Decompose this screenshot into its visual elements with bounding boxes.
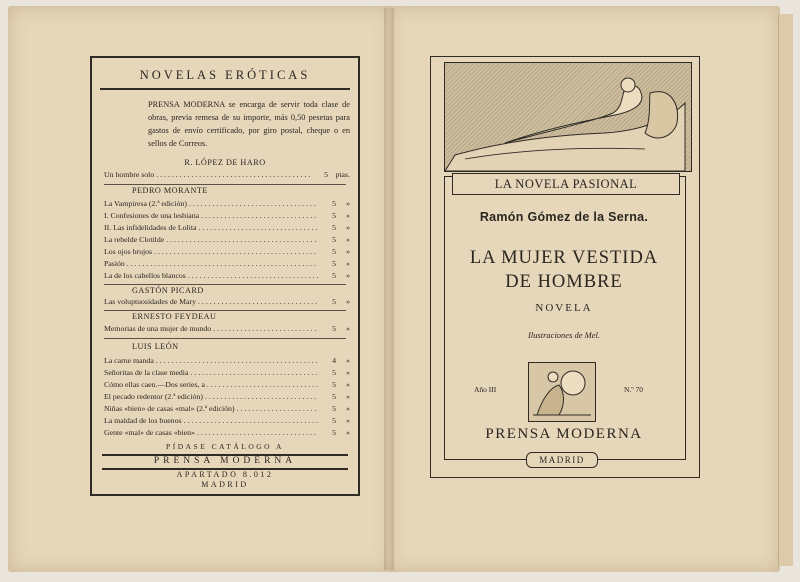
book-title: La maldad de los buenos	[104, 416, 182, 425]
issue-number: N.º 70	[624, 385, 643, 394]
book-title: Los ojos brujos	[104, 247, 153, 256]
price-unit: »	[346, 223, 350, 232]
catalog-intro: PRENSA MODERNA se encarga de servir toda clase de obras, previa remesa de su importe, más 0,50 pesetas para gastos de envío certificado, por giro postal, cheque o en sellos de Correos.	[148, 100, 350, 148]
book-gutter	[384, 8, 394, 570]
book-row	[104, 270, 350, 282]
book-row	[104, 367, 350, 379]
cover-title	[446, 246, 682, 294]
price-unit: »	[346, 259, 350, 268]
author-heading: ERNESTO FEYDEAU	[132, 312, 217, 321]
book-title: La rebelde Clotilde	[104, 235, 165, 244]
book-row	[104, 258, 350, 270]
price-unit: »	[346, 416, 350, 425]
book-price: 5	[332, 324, 336, 333]
illustration-svg	[445, 63, 691, 171]
footer-request: PÍDASE CATÁLOGO A	[166, 442, 284, 451]
book-row	[104, 234, 350, 246]
series-banner: LA NOVELA PASIONAL	[452, 173, 680, 195]
catalog-advert	[90, 56, 360, 496]
cover-illustrator: Ilustraciones de Mel.	[528, 330, 600, 340]
divider	[104, 184, 346, 185]
reclining-figure-illustration	[444, 62, 692, 172]
cover-title-line: DE HOMBRE	[505, 272, 623, 292]
footer-city: MADRID	[201, 480, 249, 489]
cover-publisher: PRENSA MODERNA	[485, 426, 643, 442]
price-unit: »	[346, 380, 350, 389]
footer-publisher: PRENSA MODERNA	[153, 456, 297, 466]
title-rule	[100, 88, 350, 90]
book-price: 5	[332, 223, 336, 232]
price-unit: »	[346, 368, 350, 377]
book-price: 5	[332, 235, 336, 244]
cover-title-line: LA MUJER VESTIDA	[469, 248, 659, 268]
book-title: Niñas «bien» de casas «mal» (2.ª edición)	[104, 404, 235, 413]
catalog-title: NOVELAS ERÓTICAS	[139, 68, 311, 82]
book-title: Pasión	[104, 259, 125, 268]
book-price: 5	[332, 271, 336, 280]
book-title: Memorias de una mujer de mundo	[104, 324, 212, 333]
emblem-svg	[529, 363, 595, 421]
book-price: 4	[332, 356, 336, 365]
book-title: Un hombre solo	[104, 170, 155, 179]
book-title: La carne manda	[104, 356, 154, 365]
page-edges	[778, 14, 793, 566]
price-unit: »	[346, 271, 350, 280]
price-unit: »	[346, 211, 350, 220]
book-row	[104, 427, 350, 439]
footer-address: APARTADO 8.012	[176, 470, 274, 479]
book-price: 5	[332, 404, 336, 413]
book-title: II. Las infidelidades de Lolita	[104, 223, 197, 232]
book-row	[104, 296, 350, 308]
book-price: 5	[332, 199, 336, 208]
price-unit: »	[346, 247, 350, 256]
divider	[104, 310, 346, 311]
price-unit: ptas.	[335, 170, 350, 179]
book-row	[104, 246, 350, 258]
book-title: Gente «mal» de casas «bien»	[104, 428, 195, 437]
author-heading: PEDRO MORANTE	[132, 186, 208, 195]
price-unit: »	[346, 297, 350, 306]
book-title: La de los cabellos blancos	[104, 271, 186, 280]
book-title: Cómo ellas caen.—Dos series, a	[104, 380, 205, 389]
book-price: 5	[332, 297, 336, 306]
book-price: 5	[324, 170, 329, 179]
price-unit: »	[346, 428, 350, 437]
book-row	[104, 198, 350, 210]
publisher-emblem	[528, 362, 596, 422]
book-row	[104, 323, 350, 335]
price-unit: »	[346, 392, 350, 401]
cover-city: MADRID	[526, 452, 598, 468]
book-row	[104, 222, 350, 234]
author-heading: LUIS LEÓN	[132, 342, 179, 351]
price-unit: »	[346, 356, 350, 365]
price-unit: »	[346, 324, 350, 333]
book-price: 5	[332, 380, 336, 389]
book-title: Las voluptuosidades de Mary	[104, 297, 197, 306]
price-unit: »	[346, 404, 350, 413]
book-price: 5	[332, 247, 336, 256]
book-row	[104, 391, 350, 403]
book-title: I. Confesiones de una lesbiana	[104, 211, 200, 220]
book-price: 5	[332, 392, 336, 401]
book-row	[104, 355, 350, 367]
book-title: Señoritas de la clase media	[104, 368, 189, 377]
book-row	[104, 415, 350, 427]
author-heading: GASTÓN PICARD	[132, 286, 204, 295]
divider	[104, 338, 346, 339]
book-price: 5	[332, 211, 336, 220]
issue-year: Año III	[474, 385, 497, 394]
book-title: La Vampiresa (2.ª edición)	[104, 199, 187, 208]
book-price: 5	[332, 259, 336, 268]
book-title: El pecado redentor (2.ª edición)	[104, 392, 203, 401]
book-row	[104, 403, 350, 415]
book-price: 5	[332, 416, 336, 425]
book-row	[104, 169, 350, 181]
cover-genre: NOVELA	[535, 302, 593, 314]
book-row	[104, 210, 350, 222]
book-price: 5	[332, 368, 336, 377]
cover-author: Ramón Gómez de la Serna.	[479, 210, 649, 224]
book-price: 5	[332, 428, 336, 437]
book-row	[104, 379, 350, 391]
price-unit: »	[346, 235, 350, 244]
divider	[104, 284, 346, 285]
author-heading: R. LÓPEZ DE HARO	[184, 158, 266, 167]
price-unit: »	[346, 199, 350, 208]
